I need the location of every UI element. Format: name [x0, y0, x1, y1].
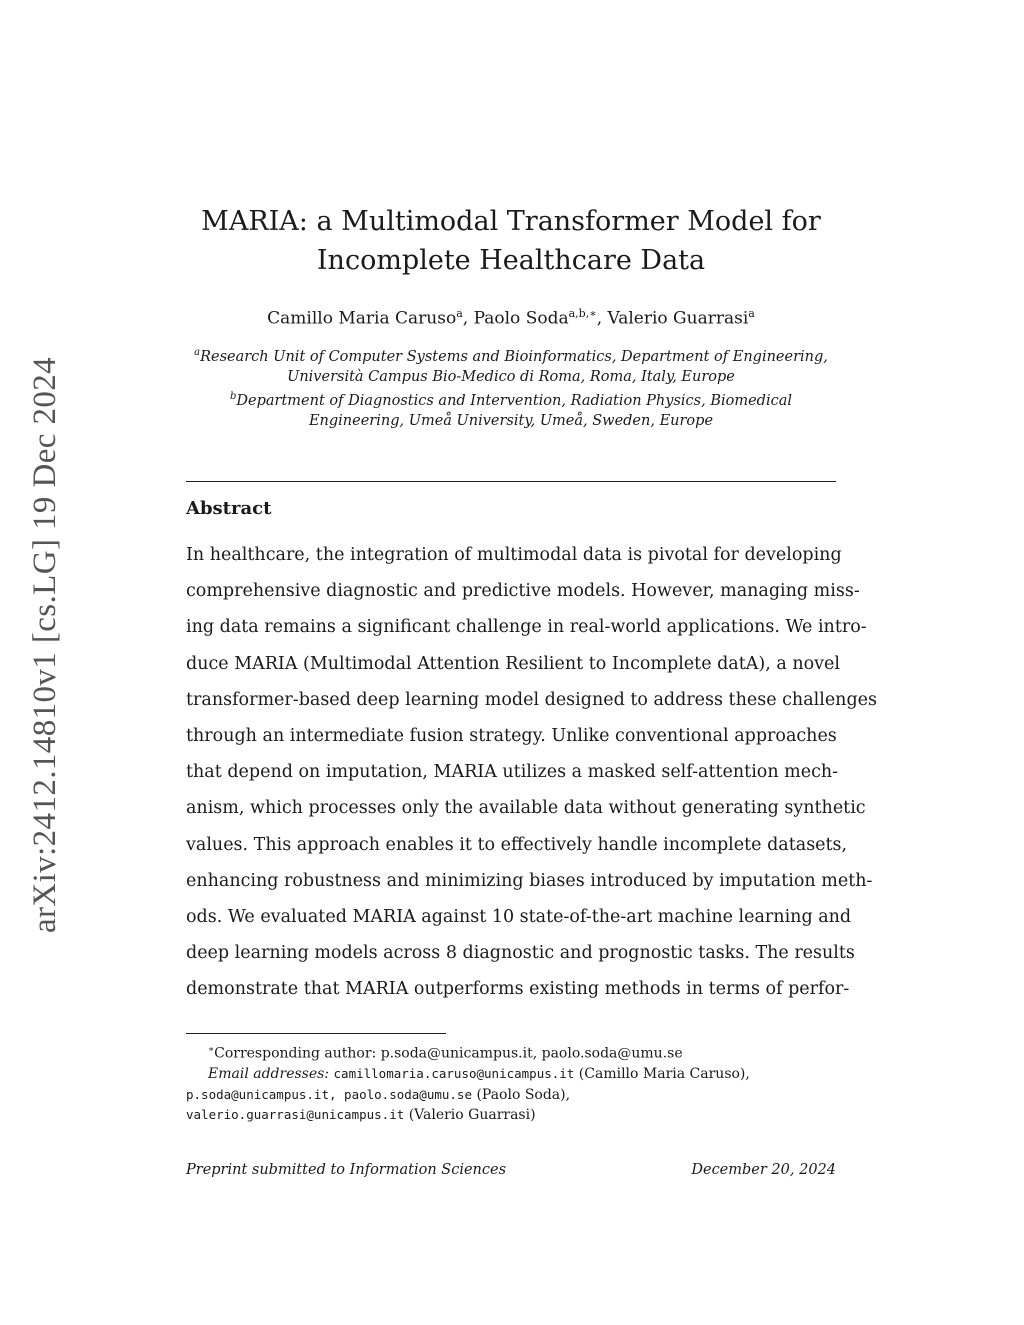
affiliation-b-line: Engineering, Umeå University, Umeå, Sweden, Europe [308, 412, 714, 429]
email-line [186, 1064, 836, 1085]
affiliation-b-line [186, 387, 836, 411]
abstract-line: through an intermediate fusion strategy. Unlike conventional approaches [186, 725, 837, 746]
affiliation-a-line: Università Campus Bio-Medico di Roma, Roma, Italy, Europe [287, 368, 735, 385]
abstract-line: anism, which processes only the available data without generating synthetic [186, 798, 866, 819]
affiliation-text: Department of Diagnostics and Intervention, Radiation Physics, Biomedical [236, 392, 792, 409]
email-line [186, 1085, 836, 1106]
author-affiliation-marker: a [456, 307, 463, 320]
author-name: Paolo Soda [473, 308, 569, 329]
preprint-notice: Preprint submitted to Information Sciences [186, 1162, 507, 1178]
footnotes [186, 1040, 836, 1126]
abstract-line: values. This approach enables it to effectively handle incomplete datasets, [186, 834, 848, 855]
author-affiliation-marker: a,b,∗ [568, 307, 597, 320]
abstract-line: comprehensive diagnostic and predictive models. However, managing miss- [186, 581, 860, 602]
abstract-line: transformer-based deep learning model designed to address these challenges [186, 689, 877, 710]
title-line: Incomplete Healthcare Data [316, 245, 706, 276]
author-list: Camillo Maria Caruso$^a$, Paolo Soda$^{a,b,∗}$, Valerio Guarrasi$^a$ [267, 307, 755, 329]
email-owner: (Valerio Guarrasi) [408, 1107, 536, 1124]
abstract-divider [186, 481, 836, 482]
email-link[interactable]: camillomaria.caruso@unicampus.it [333, 1066, 575, 1082]
preprint-date: December 20, 2024 [691, 1162, 836, 1178]
affiliation-marker: b [229, 390, 237, 402]
author-name: Camillo Maria Caruso [267, 308, 457, 329]
abstract-heading: Abstract [186, 498, 272, 519]
affiliation-text: Research Unit of Computer Systems and Bioinformatics, Department of Engineering, [200, 348, 828, 365]
affiliation-a-line [186, 343, 836, 367]
abstract-line: In healthcare, the integration of multimodal data is pivotal for developing [186, 545, 842, 565]
paper-title [186, 202, 836, 280]
corresponding-author-text: Corresponding author: p.soda@unicampus.it, paolo.soda@umu.se [214, 1045, 683, 1062]
email-line [186, 1105, 836, 1126]
affiliation-marker: a [194, 347, 201, 358]
author-affiliation-marker: a [748, 307, 755, 320]
email-label: Email addresses: [208, 1066, 330, 1083]
author-name: Valerio Guarrasi [607, 308, 749, 329]
abstract-line: deep learning models across 8 diagnostic and prognostic tasks. The results [186, 943, 855, 964]
footnote-marker: ∗ [208, 1045, 215, 1055]
abstract-line: demonstrate that MARIA outperforms existing methods in terms of perfor- [186, 979, 850, 1000]
abstract-line: ing data remains a significant challenge in real-world applications. We intro- [186, 617, 867, 638]
email-owner: (Camillo Maria Caruso), [578, 1066, 750, 1083]
affiliation-list [186, 343, 836, 431]
email-link[interactable]: valerio.guarrasi@unicampus.it [186, 1107, 405, 1123]
abstract-body [186, 537, 877, 1007]
email-link[interactable]: p.soda@unicampus.it, paolo.soda@umu.se [186, 1086, 472, 1102]
email-owner: (Paolo Soda), [476, 1086, 571, 1103]
abstract-line: ods. We evaluated MARIA against 10 state-of-the-art machine learning and [186, 906, 852, 927]
footnote-divider [186, 1033, 446, 1034]
arxiv-identifier-stamp: arXiv:2412.14810v1 [cs.LG] 19 Dec 2024 [27, 356, 63, 934]
title-line: MARIA: a Multimodal Transformer Model for [201, 206, 821, 237]
abstract-line: enhancing robustness and minimizing biases introduced by imputation meth- [186, 870, 873, 891]
corresponding-author-note [186, 1040, 836, 1064]
abstract-line: that depend on imputation, MARIA utilizes a masked self-attention mech- [186, 762, 839, 783]
abstract-line: duce MARIA (Multimodal Attention Resilient to Incomplete datA), a novel [186, 653, 841, 674]
